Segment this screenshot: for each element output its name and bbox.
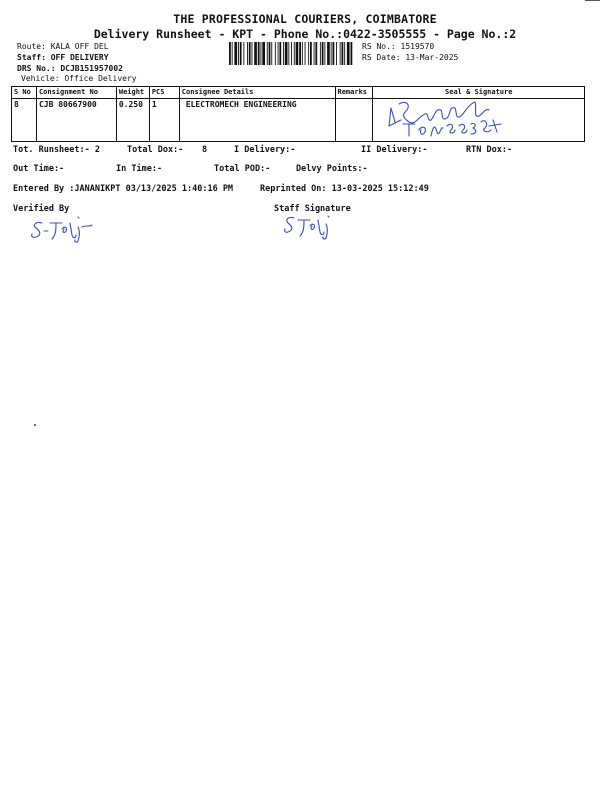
reprinted-on: Reprinted On: 13-03-2025 15:12:49: [260, 184, 429, 194]
stray-dot: [34, 424, 36, 426]
cell-pcs: 1: [149, 99, 179, 142]
barcode-image: [229, 42, 353, 65]
verified-by-label: Verified By: [13, 204, 70, 214]
receiver-signature: [385, 96, 515, 142]
verified-by-signature: [28, 213, 94, 243]
runsheet-subtitle: Delivery Runsheet - KPT - Phone No.:0422-3505555 - Page No.:2: [93, 27, 517, 41]
cell-remarks: [335, 99, 373, 142]
cell-weight: 0.250: [116, 99, 149, 142]
col-weight-header: Weight: [116, 87, 149, 99]
vehicle-field: Vehicle: Office Delivery: [21, 74, 137, 83]
col-consignee-header: Consignee Details: [179, 87, 335, 99]
delvy-points: Delvy Points:-: [296, 164, 368, 174]
rs-number: RS No.: 1519570: [362, 42, 435, 51]
col-consignment-header: Consignment No: [36, 87, 116, 99]
staff-field: Staff: OFF DELIVERY: [17, 53, 109, 62]
total-dox-value: 8: [202, 145, 208, 155]
i-delivery: I Delivery:-: [234, 145, 296, 155]
entered-by: Entered By :JANANIKPT 03/13/2025 1:40:16 PM: [13, 184, 234, 194]
in-time: In Time:-: [116, 164, 163, 174]
corner-mark: [585, 0, 600, 3]
cell-consignee: ELECTROMECH ENGINEERING: [179, 99, 335, 142]
total-dox-label: Total Dox:-: [127, 145, 184, 155]
total-pod: Total POD:-: [214, 164, 271, 174]
col-seal-header: Seal & Signature: [373, 87, 585, 99]
route-field: Route: KALA OFF DEL: [17, 42, 109, 51]
out-time: Out Time:-: [13, 164, 65, 174]
ii-delivery: II Delivery:-: [361, 145, 428, 155]
col-pcs-header: PCS: [149, 87, 179, 99]
rtn-dox: RTN Dox:-: [466, 145, 513, 155]
company-title: THE PROFESSIONAL COURIERS, COIMBATORE: [173, 12, 437, 26]
rs-date: RS Date: 13-Mar-2025: [362, 53, 459, 62]
staff-signature-mark: [282, 212, 338, 240]
drs-number: DRS No.: DCJB151957002: [17, 64, 123, 73]
total-runsheet: Tot. Runsheet:- 2: [13, 145, 100, 155]
cell-consignment: CJB 80667900: [36, 99, 116, 142]
staff-signature-label: Staff Signature: [274, 204, 351, 214]
cell-sno: 8: [12, 99, 37, 142]
col-remarks-header: Remarks: [335, 87, 373, 99]
col-sno-header: S No: [12, 87, 37, 99]
